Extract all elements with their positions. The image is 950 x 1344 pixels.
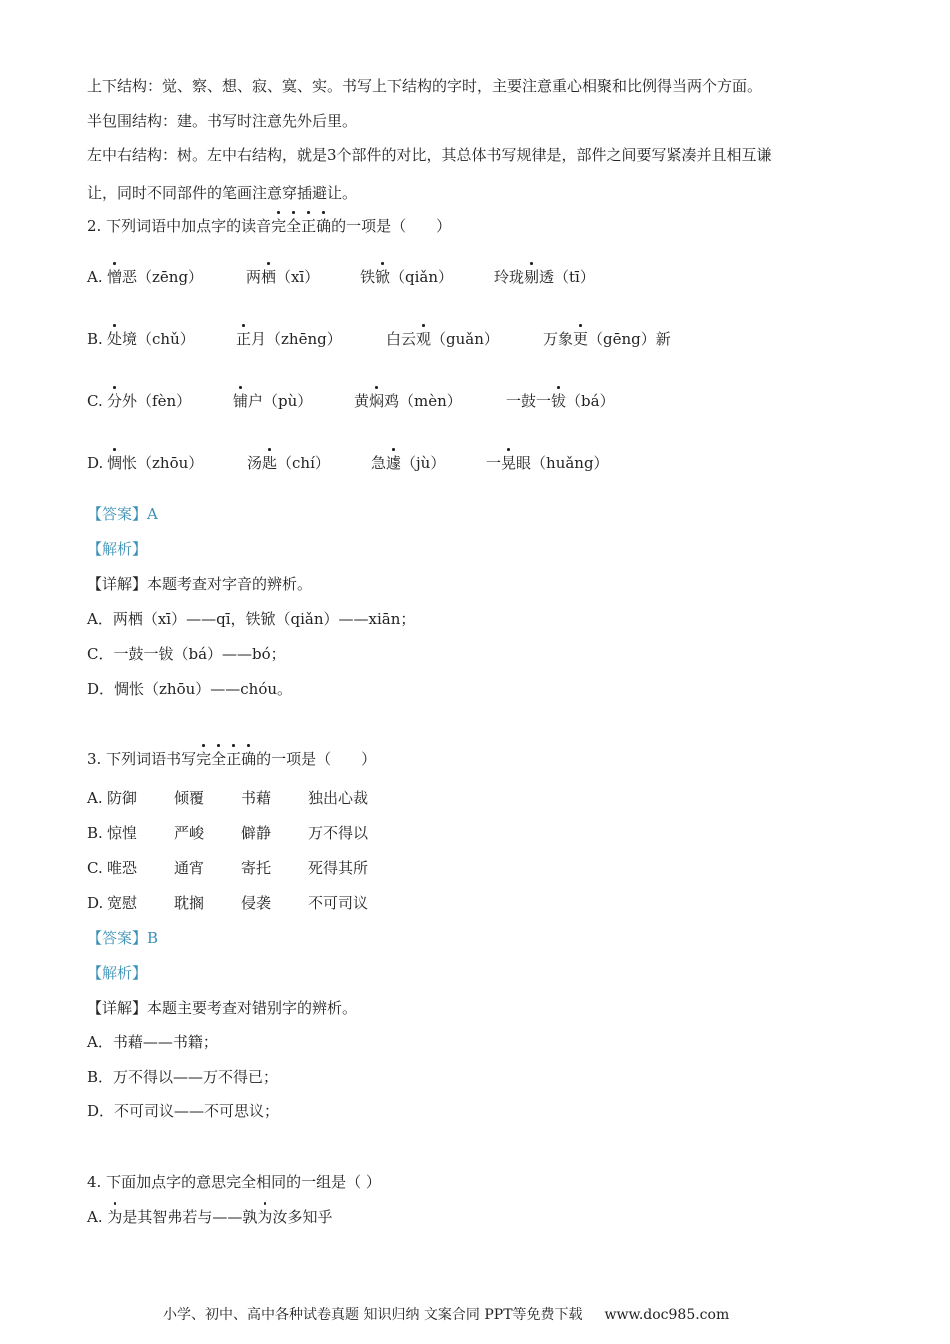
dotted-char: 铺 xyxy=(233,392,249,410)
q3-stem-dotted xyxy=(196,750,256,768)
q2-d-item-1: 惆怅（zhōu） xyxy=(107,454,204,472)
q2-detail: 【详解】本题考查对字音的辨析。 xyxy=(87,575,313,593)
dotted-char: 锨 xyxy=(375,268,391,286)
dotted-char: 匙 xyxy=(262,454,278,472)
q3-stem: 3. 下列词语书写完全正确的一项是（ ） xyxy=(87,750,377,768)
emphasis-char: 全 xyxy=(211,750,227,768)
q4-a-dotted-1: 为 xyxy=(107,1208,123,1226)
q2-answer: 【答案】A xyxy=(87,505,158,523)
q2-d-item-4: 一晃眼（huǎng） xyxy=(486,454,609,472)
q3-option-c-label: C. xyxy=(87,859,103,877)
q3-b-word-3: 僻静 xyxy=(241,824,272,842)
q3-a-word-1: 防御 xyxy=(107,789,138,807)
q2-option-c-label: C. xyxy=(87,392,103,410)
q2-d-item-3: 急遽（jù） xyxy=(371,454,446,472)
q2-b-item-1: 处境（chǔ） xyxy=(107,330,195,348)
dotted-char: 更 xyxy=(573,330,589,348)
q3-b-word-2: 严峻 xyxy=(174,824,205,842)
q2-c-item-2: 铺户（pù） xyxy=(233,392,313,410)
note-half-enclosure: 半包围结构：建。书写时注意先外后里。 xyxy=(87,112,358,130)
emphasis-char: 完 xyxy=(271,217,287,235)
q4-stem: 4. 下面加点字的意思完全相同的一组是（ ） xyxy=(87,1173,381,1191)
q3-c-word-1: 唯恐 xyxy=(107,859,138,877)
q3-note-b: B．万不得以——万不得已； xyxy=(87,1068,279,1086)
q3-analysis-label: 【解析】 xyxy=(87,964,148,982)
emphasis-char: 确 xyxy=(316,217,332,235)
dotted-char: 分 xyxy=(107,392,123,410)
dotted-char: 焖 xyxy=(369,392,385,410)
q3-d-word-4: 不可司议 xyxy=(308,894,369,912)
q2-b-item-3: 白云观（guǎn） xyxy=(386,330,499,348)
dotted-char: 晃 xyxy=(501,454,517,472)
q2-b-item-2: 正月（zhēng） xyxy=(236,330,342,348)
q2-stem-dotted xyxy=(271,217,331,235)
footer xyxy=(163,1305,729,1325)
dotted-char: 惆 xyxy=(107,454,123,472)
footer-url[interactable]: www.doc985.com xyxy=(604,1307,730,1323)
emphasis-char: 完 xyxy=(196,750,212,768)
q2-a-item-1: 憎恶（zēng） xyxy=(107,268,204,286)
q2-c-item-1: 分外（fèn） xyxy=(107,392,192,410)
q3-b-word-4: 万不得以 xyxy=(308,824,369,842)
emphasis-char: 正 xyxy=(226,750,242,768)
q3-a-word-3: 书藉 xyxy=(241,789,272,807)
note-top-bottom: 上下结构：觉、察、想、寂、寞、实。书写上下结构的字时，主要注意重心相聚和比例得当两个方面。 xyxy=(87,77,763,95)
q2-a-item-3: 铁锨（qiǎn） xyxy=(360,268,454,286)
dotted-char: 憎 xyxy=(107,268,123,286)
q2-c-item-3: 黄焖鸡（mèn） xyxy=(354,392,462,410)
emphasis-char: 正 xyxy=(301,217,317,235)
q3-d-word-1: 宽慰 xyxy=(107,894,138,912)
q3-note-d: D．不可司议——不可思议； xyxy=(87,1102,280,1120)
dotted-char: 正 xyxy=(236,330,252,348)
q2-note-a: A．两栖（xī）——qī，铁锨（qiǎn）——xiān； xyxy=(87,610,416,628)
q2-option-b-label: B. xyxy=(87,330,103,348)
q3-d-word-2: 耽搁 xyxy=(174,894,205,912)
emphasis-char: 确 xyxy=(241,750,257,768)
q3-answer: 【答案】B xyxy=(87,929,159,947)
q3-a-word-2: 倾覆 xyxy=(174,789,205,807)
q2-option-a-label: A. xyxy=(87,268,103,286)
q4-option-a: A. 为是其智弗若与——孰为汝多知乎 xyxy=(87,1208,333,1226)
dotted-char: 栖 xyxy=(261,268,277,286)
dotted-char: 观 xyxy=(416,330,432,348)
note-left-mid-right-1: 左中右结构：树。左中右结构，就是3个部件的对比，其总体书写规律是，部件之间要写紧凑并且相互谦 xyxy=(87,146,772,164)
q3-option-d-label: D. xyxy=(87,894,104,912)
dotted-char: 处 xyxy=(107,330,123,348)
q2-a-item-4: 玲珑剔透（tī） xyxy=(494,268,595,286)
q3-option-b-label: B. xyxy=(87,824,103,842)
note-left-mid-right-2: 让，同时不同部件的笔画注意穿插避让。 xyxy=(87,184,358,202)
q2-b-item-4: 万象更（gēng）新 xyxy=(543,330,671,348)
dotted-char: 遽 xyxy=(386,454,402,472)
dotted-char: 钹 xyxy=(551,392,567,410)
q3-detail: 【详解】本题主要考查对错别字的辨析。 xyxy=(87,999,358,1017)
q3-option-a-label: A. xyxy=(87,789,103,807)
footer-text: 小学、初中、高中各种试卷真题 知识归纳 文案合同 PPT等免费下载 xyxy=(163,1307,583,1323)
q3-c-word-3: 寄托 xyxy=(241,859,272,877)
q4-a-dotted-2: 为 xyxy=(257,1208,273,1226)
q3-d-word-3: 侵袭 xyxy=(241,894,272,912)
q2-stem: 2. 下列词语中加点字的读音完全正确的一项是（ ） xyxy=(87,217,452,235)
q3-note-a: A．书藉——书籍； xyxy=(87,1033,218,1051)
q2-note-d: D．惆怅（zhōu）——chóu。 xyxy=(87,680,293,698)
q2-note-c: C．一鼓一钹（bá）——bó； xyxy=(87,645,286,663)
q2-a-item-2: 两栖（xī） xyxy=(246,268,320,286)
q3-c-word-2: 通宵 xyxy=(174,859,205,877)
q2-c-item-4: 一鼓一钹（bá） xyxy=(506,392,615,410)
emphasis-char: 全 xyxy=(286,217,302,235)
q2-option-d-label: D. xyxy=(87,454,104,472)
q2-d-item-2: 汤匙（chí） xyxy=(247,454,330,472)
q2-analysis-label: 【解析】 xyxy=(87,540,148,558)
q3-a-word-4: 独出心裁 xyxy=(308,789,369,807)
dotted-char: 剔 xyxy=(524,268,540,286)
q3-c-word-4: 死得其所 xyxy=(308,859,369,877)
q3-b-word-1: 惊惶 xyxy=(107,824,138,842)
